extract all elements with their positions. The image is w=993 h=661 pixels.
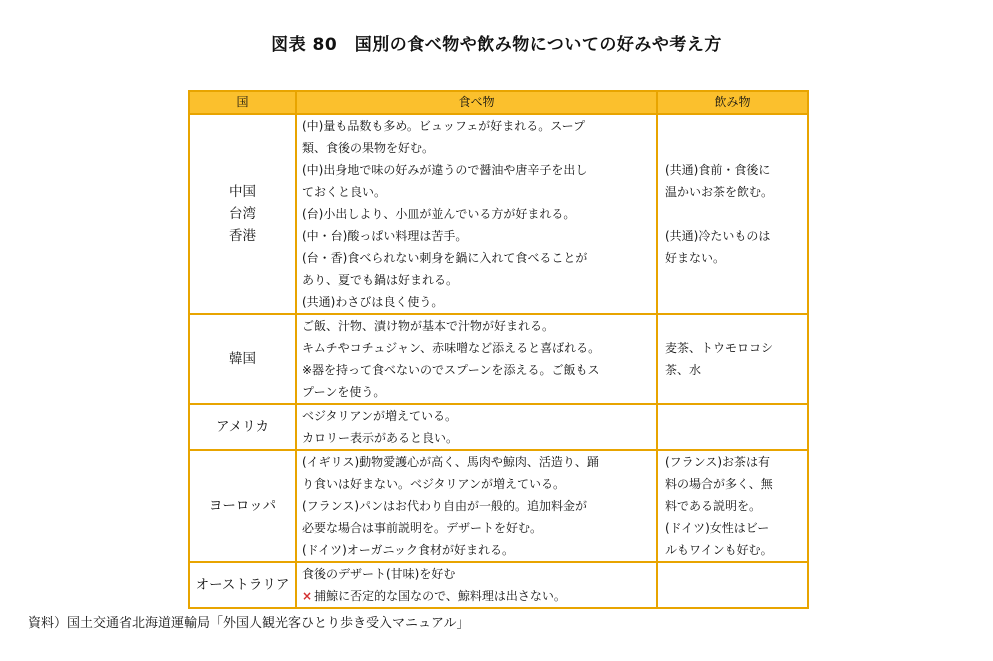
drink-line: 麦茶、トウモロコシ <box>665 341 774 355</box>
drink-line: 茶、水 <box>665 363 702 377</box>
source-note: 資料）国土交通省北海道運輸局「外国人観光客ひとり歩き受入マニュアル」 <box>28 616 470 631</box>
food-line: あり、夏でも鍋は好まれる。 <box>302 273 459 287</box>
food-cell <box>296 562 657 608</box>
country-cell <box>189 314 296 404</box>
food-line: キムチやコチュジャン、赤味噌など添えると喜ばれる。 <box>302 341 601 355</box>
country-name: 香港 <box>229 228 256 244</box>
drink-cell <box>657 562 808 608</box>
header-food: 食べ物 <box>296 91 657 114</box>
header-country: 国 <box>189 91 296 114</box>
table-row <box>189 314 808 404</box>
country-name: 台湾 <box>229 206 256 222</box>
food-line: プーンを使う。 <box>302 385 386 399</box>
drink-line: (共通)冷たいものは <box>665 229 771 243</box>
country-cell <box>189 404 296 450</box>
spacer <box>665 203 803 225</box>
country-name: オーストラリア <box>195 577 290 593</box>
country-cell <box>189 114 296 314</box>
drink-line: 好まない。 <box>665 251 726 265</box>
food-line: ※器を持って食べないのでスプーンを添える。ご飯もス <box>302 363 600 377</box>
table-row <box>189 114 808 314</box>
food-line: (台・香)食べられない刺身を鍋に入れて食べることが <box>302 251 588 265</box>
drink-line: 料の場合が多く、無 <box>665 477 773 491</box>
food-line <box>302 585 653 607</box>
food-cell <box>296 450 657 562</box>
country-cell <box>189 450 296 562</box>
drink-cell <box>657 314 808 404</box>
drink-line: (フランス)お茶は有 <box>665 455 771 469</box>
country-name: 韓国 <box>229 351 256 367</box>
food-line: (台)小出しより、小皿が並んでいる方が好まれる。 <box>302 207 576 221</box>
drink-line: (ドイツ)女性はビー <box>665 521 770 535</box>
food-line: 食後のデザート(甘味)を好む <box>302 567 456 581</box>
food-line: ベジタリアンが増えている。 <box>302 409 458 423</box>
country-cell <box>189 562 296 608</box>
preferences-table <box>188 90 809 609</box>
drink-line: ルもワインも好む。 <box>665 543 773 557</box>
country-name: 中国 <box>229 184 256 200</box>
drink-cell <box>657 404 808 450</box>
food-cell <box>296 404 657 450</box>
food-line: (共通)わさびは良く使う。 <box>302 295 444 309</box>
food-line-text: 捕鯨に否定的な国なので、鯨料理は出さない。 <box>314 589 566 603</box>
drink-cell <box>657 114 808 314</box>
drink-line: 温かいお茶を飲む。 <box>665 185 774 199</box>
food-cell <box>296 314 657 404</box>
header-drink: 飲み物 <box>657 91 808 114</box>
table-row <box>189 404 808 450</box>
food-line: ておくと良い。 <box>302 185 387 199</box>
food-line: (中)出身地で味の好みが違うので醤油や唐辛子を出し <box>302 163 588 177</box>
food-line: (イギリス)動物愛護心が高く、馬肉や鯨肉、活造り、踊 <box>302 455 599 469</box>
food-line: (フランス)パンはお代わり自由が一般的。追加料金が <box>302 499 588 513</box>
table-row <box>189 562 808 608</box>
country-name: ヨーロッパ <box>208 498 277 514</box>
drink-cell <box>657 450 808 562</box>
food-line: カロリー表示があると良い。 <box>302 431 459 445</box>
food-line: 類、食後の果物を好む。 <box>302 141 435 155</box>
cross-mark-icon: × <box>302 589 313 603</box>
food-line: ご飯、汁物、漬け物が基本で汁物が好まれる。 <box>302 319 555 333</box>
food-line: (ドイツ)オーガニック食材が好まれる。 <box>302 543 515 557</box>
drink-line: (共通)食前・食後に <box>665 163 771 177</box>
country-name: アメリカ <box>215 419 270 435</box>
table-row <box>189 450 808 562</box>
drink-line: 料である説明を。 <box>665 499 762 513</box>
food-line: (中)量も品数も多め。ビュッフェが好まれる。スープ <box>302 119 586 133</box>
food-line: り食いは好まない。ベジタリアンが増えている。 <box>302 477 566 491</box>
food-line: (中・台)酸っぱい料理は苦手。 <box>302 229 468 243</box>
food-line: 必要な場合は事前説明を。デザートを好む。 <box>302 521 543 535</box>
page-title: 図表 80 国別の食べ物や飲み物についての好みや考え方 <box>271 35 722 55</box>
food-cell <box>296 114 657 314</box>
table-header-row <box>189 91 808 114</box>
